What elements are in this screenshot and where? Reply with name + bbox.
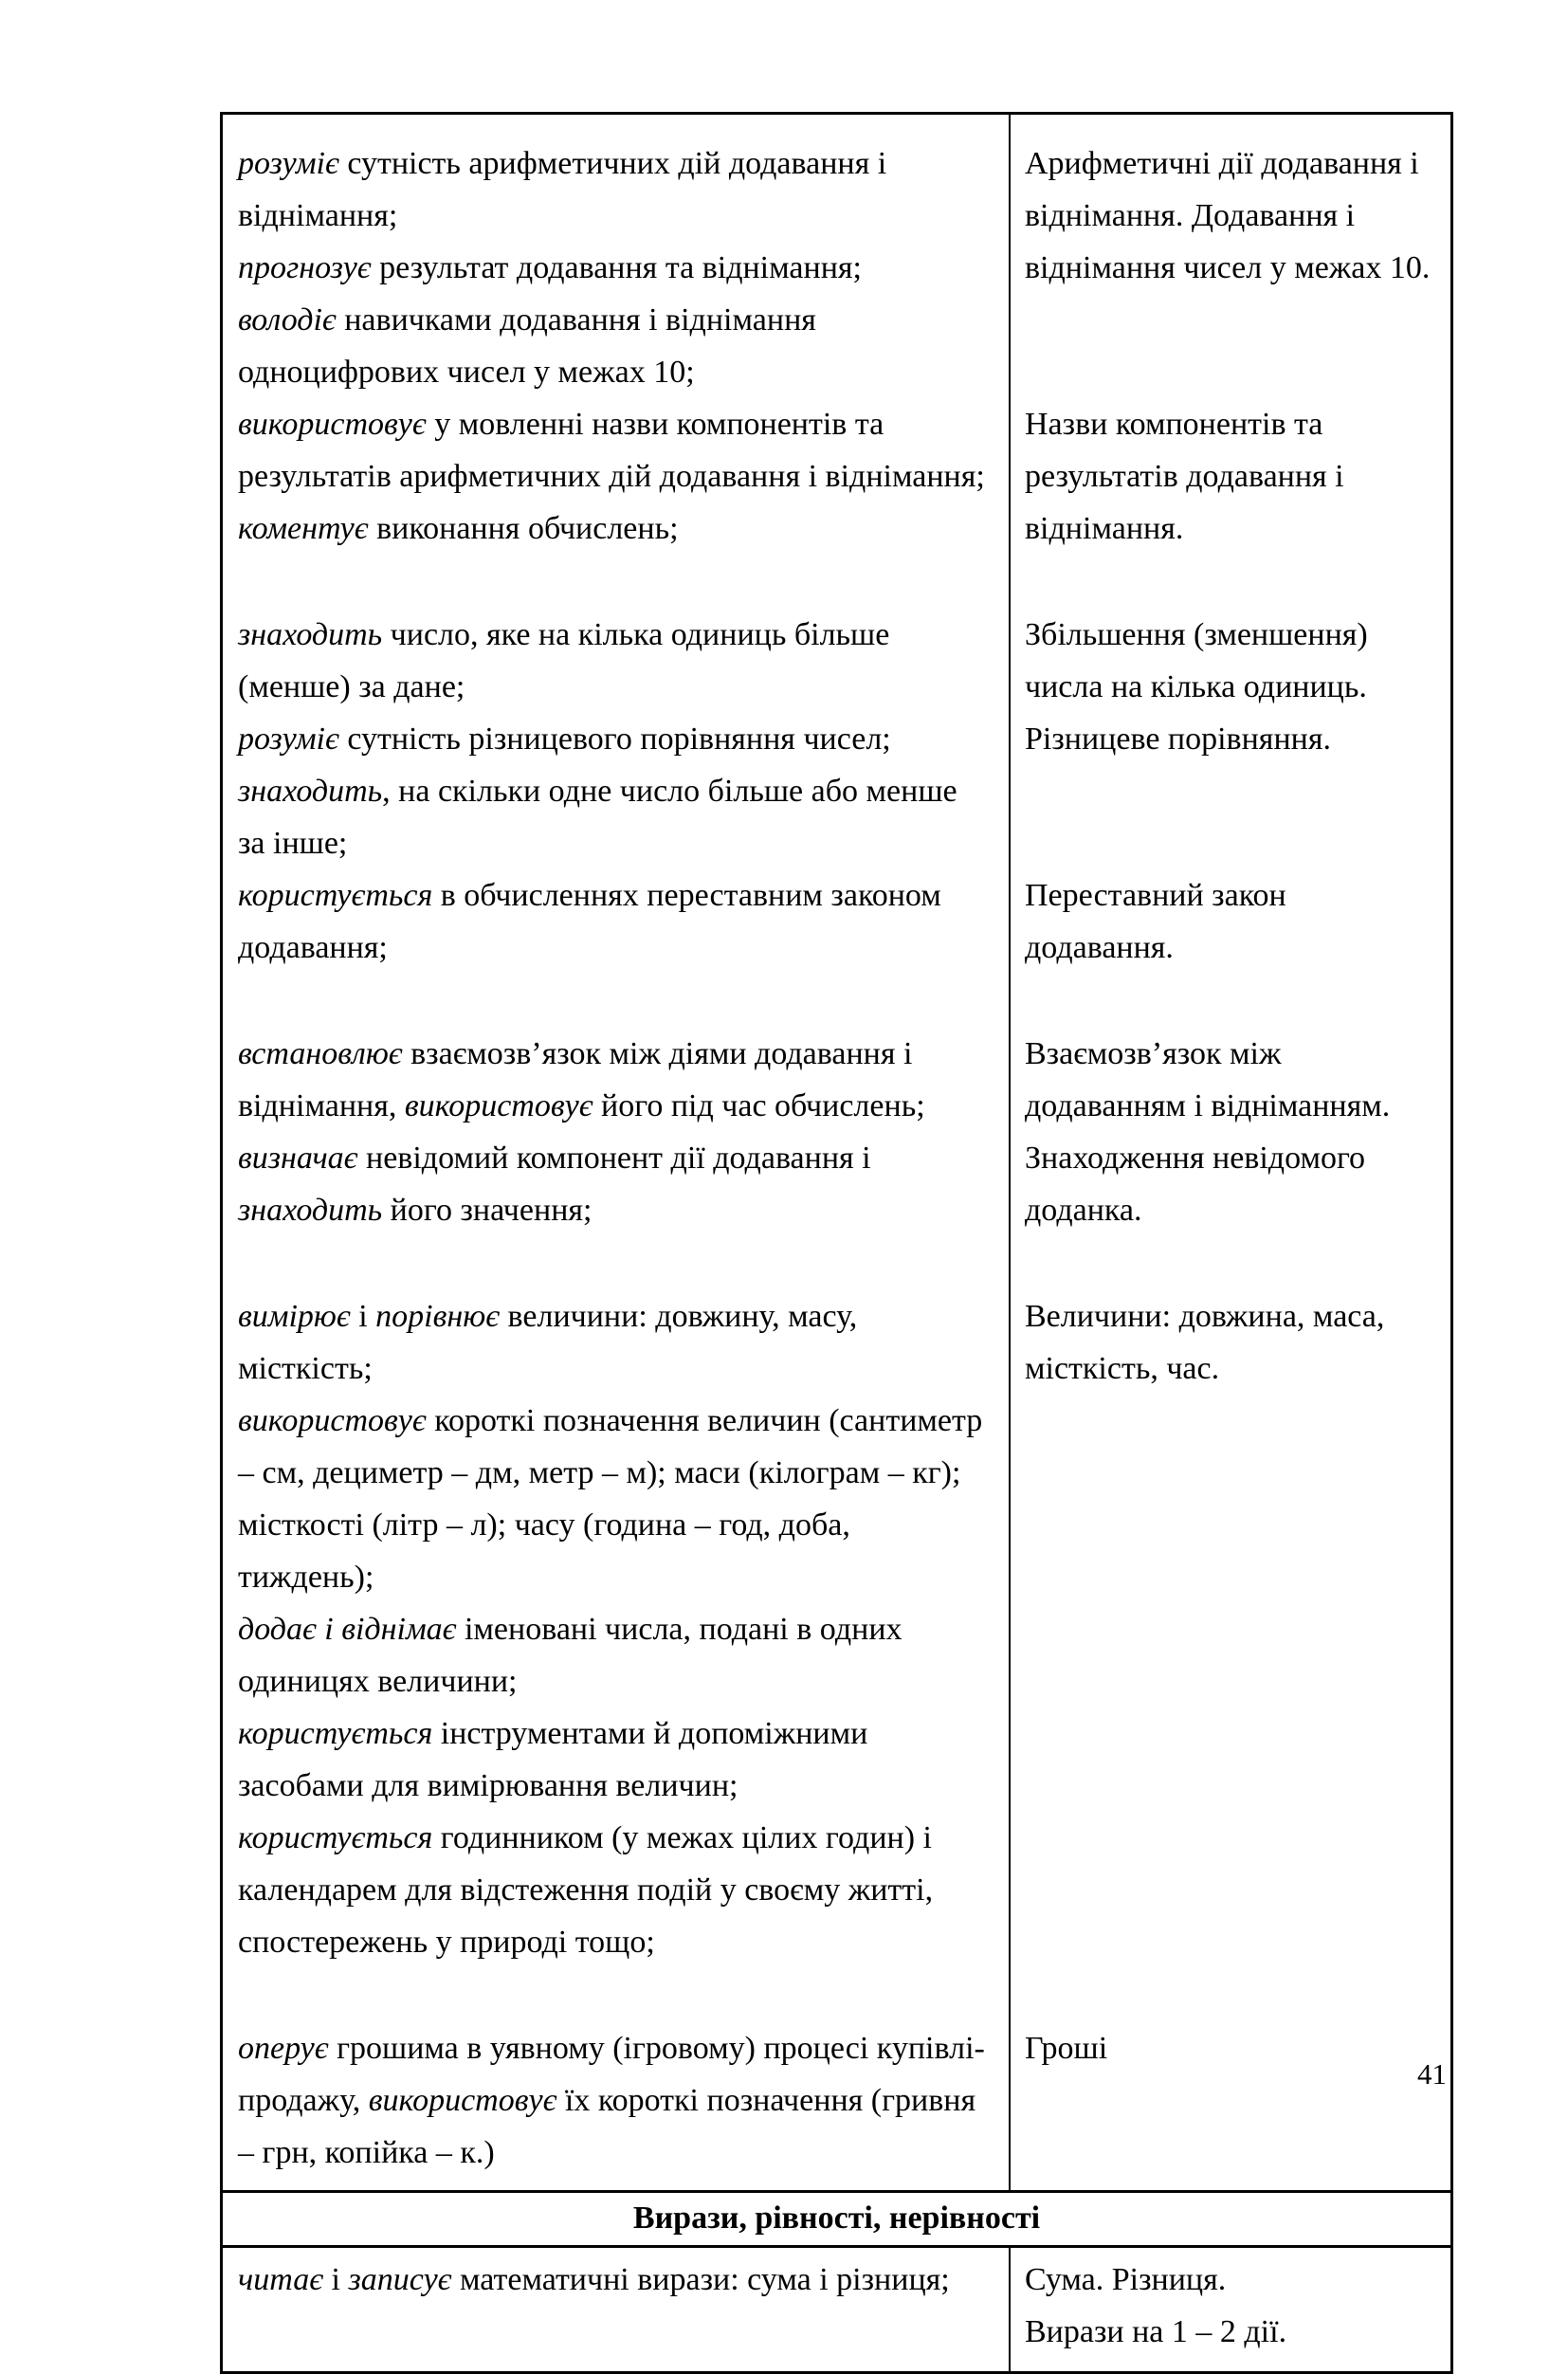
- content-paragraph: [1025, 2254, 1439, 2306]
- content-cell: [1011, 2248, 1450, 2371]
- outcome-paragraph: [238, 398, 990, 502]
- content-paragraph: [1025, 2022, 1439, 2074]
- verb-italic: прогнозує: [238, 250, 372, 285]
- content-paragraph: [1025, 2306, 1439, 2358]
- text-run: взаємозв’язок між діями додавання і віднімання,: [238, 1036, 913, 1123]
- text-run: годинником (у межах цілих годин) і календарем для відстеження подій у своєму житті, спостережень у природі тощо;: [238, 1820, 934, 1960]
- text-run: Величини: довжина, маса, місткість, час.: [1025, 1299, 1385, 1386]
- verb-italic: використовує: [238, 1403, 427, 1438]
- text-run: його значення;: [382, 1193, 593, 1228]
- outcome-paragraph: [238, 765, 990, 869]
- outcome-paragraph: [238, 294, 990, 398]
- outcomes-cell: [223, 398, 1011, 609]
- content-paragraph: [1025, 1290, 1439, 1395]
- text-run: величини: довжину, масу, місткість;: [238, 1299, 858, 1386]
- text-run: сутність різницевого порівняння чисел;: [338, 721, 891, 757]
- verb-italic: користується: [238, 1820, 433, 1855]
- verb-italic: користується: [238, 1716, 433, 1751]
- outcome-paragraph: [238, 1132, 990, 1236]
- verb-italic: оперує: [238, 2031, 329, 2066]
- content-paragraph: [1025, 137, 1439, 294]
- table-row: [223, 869, 1450, 1028]
- verb-italic: користується: [238, 878, 433, 913]
- text-run: Взаємозв’язок між додаванням і відніманням. Знаходження невідомого доданка.: [1025, 1036, 1391, 1228]
- outcome-paragraph: [238, 2254, 990, 2306]
- outcomes-cell: [223, 2248, 1011, 2371]
- verb-italic: порівнює: [375, 1299, 501, 1334]
- outcome-paragraph: [238, 1603, 990, 1707]
- verb-italic: встановлює: [238, 1036, 403, 1071]
- outcome-paragraph: [238, 1812, 990, 1968]
- outcome-paragraph: [238, 2022, 990, 2179]
- content-cell: [1011, 1028, 1450, 1290]
- table-row: [223, 115, 1450, 398]
- text-run: число, яке на кілька одиниць більше (менше) за дане;: [238, 617, 890, 704]
- text-run: Вирази на 1 – 2 дії.: [1025, 2314, 1287, 2349]
- verb-italic: додає і віднімає: [238, 1612, 457, 1647]
- section-header-row: [223, 2190, 1450, 2248]
- text-run: Переставний закон додавання.: [1025, 878, 1286, 965]
- page-number: 41: [1417, 2057, 1447, 2091]
- text-run: і: [323, 2262, 349, 2297]
- outcome-paragraph: [238, 1290, 990, 1395]
- outcome-paragraph: [238, 502, 990, 555]
- table-row: [223, 2248, 1450, 2371]
- outcome-paragraph: [238, 713, 990, 765]
- outcomes-cell: [223, 2022, 1011, 2190]
- content-paragraph: [1025, 609, 1439, 765]
- outcomes-cell: [223, 609, 1011, 869]
- table-row: [223, 398, 1450, 609]
- outcome-paragraph: [238, 1028, 990, 1132]
- content-paragraph: [1025, 398, 1439, 555]
- text-run: навичками додавання і віднімання одноцифрових чисел у межах 10;: [238, 302, 816, 390]
- verb-italic: використовує: [368, 2083, 557, 2118]
- content-cell: [1011, 398, 1450, 609]
- outcome-paragraph: [238, 1707, 990, 1812]
- verb-italic: використовує: [238, 407, 427, 442]
- text-run: інструментами й допоміжними засобами для вимірювання величин;: [238, 1716, 868, 1803]
- text-run: результат додавання та віднімання;: [371, 250, 862, 285]
- outcome-paragraph: [238, 609, 990, 713]
- outcome-paragraph: [238, 1395, 990, 1603]
- text-run: короткі позначення величин (сантиметр – см, дециметр – дм, метр – м); маси (кілограм – кг); місткості (літр – л); часу (година – год, доба, тиждень);: [238, 1403, 983, 1595]
- outcome-paragraph: [238, 869, 990, 974]
- text-run: грошима в уявному (ігровому) процесі купівлі-продажу,: [238, 2031, 985, 2118]
- text-run: , на скільки одне число більше або менше за інше;: [238, 774, 957, 861]
- table-row: [223, 609, 1450, 869]
- content-cell: [1011, 2022, 1450, 2190]
- verb-italic: визначає: [238, 1141, 358, 1176]
- text-run: невідомий компонент дії додавання і: [357, 1141, 871, 1176]
- content-cell: [1011, 609, 1450, 869]
- text-run: у мовленні назви компонентів та результатів арифметичних дій додавання і віднімання;: [238, 407, 985, 494]
- verb-italic: розуміє: [238, 721, 339, 757]
- text-run: математичні вирази: сума і різниця;: [451, 2262, 950, 2297]
- text-run: в обчисленнях переставним законом додавання;: [238, 878, 941, 965]
- outcomes-cell: [223, 115, 1011, 398]
- text-run: Назви компонентів та результатів додавання і віднімання.: [1025, 407, 1344, 546]
- text-run: Збільшення (зменшення) числа на кілька одиниць. Різницеве порівняння.: [1025, 617, 1368, 757]
- outcomes-cell: [223, 1290, 1011, 2022]
- text-run: Гроші: [1025, 2031, 1108, 2066]
- verb-italic: коментує: [238, 511, 369, 546]
- verb-italic: читає: [238, 2262, 324, 2297]
- text-run: його під час обчислень;: [593, 1088, 925, 1123]
- verb-italic: вимірює: [238, 1299, 351, 1334]
- content-paragraph: [1025, 1028, 1439, 1236]
- outcome-paragraph: [238, 242, 990, 294]
- content-cell: [1011, 1290, 1450, 2022]
- table-body-rows: [223, 115, 1450, 2190]
- content-cell: [1011, 869, 1450, 1028]
- verb-italic: знаходить: [238, 774, 383, 809]
- verb-italic: використовує: [404, 1088, 593, 1123]
- content-cell: [1011, 115, 1450, 398]
- text-run: їх короткі позначення (гривня – грн, копійка – к.): [238, 2083, 976, 2170]
- curriculum-table: [220, 112, 1453, 2374]
- verb-italic: знаходить: [238, 617, 383, 652]
- text-run: сутність арифметичних дій додавання і віднімання;: [238, 146, 887, 233]
- text-run: виконання обчислень;: [368, 511, 679, 546]
- section-header: Вирази, рівності, нерівності: [632, 2201, 1041, 2236]
- table-row: [223, 1290, 1450, 2022]
- verb-italic: записує: [348, 2262, 452, 2297]
- text-run: іменовані числа, подані в одних одиницях величини;: [238, 1612, 903, 1699]
- text-run: Арифметичні дії додавання і віднімання. Додавання і віднімання чисел у межах 10.: [1025, 146, 1431, 285]
- outcomes-cell: [223, 1028, 1011, 1290]
- table-row: [223, 2022, 1450, 2190]
- text-run: Сума. Різниця.: [1025, 2262, 1227, 2297]
- verb-italic: володіє: [238, 302, 337, 338]
- content-paragraph: [1025, 869, 1439, 974]
- table-row: [223, 1028, 1450, 1290]
- outcomes-cell: [223, 869, 1011, 1028]
- outcome-paragraph: [238, 137, 990, 242]
- text-run: і: [350, 1299, 376, 1334]
- verb-italic: знаходить: [238, 1193, 383, 1228]
- verb-italic: розуміє: [238, 146, 339, 181]
- table-footer-row: [223, 2248, 1450, 2371]
